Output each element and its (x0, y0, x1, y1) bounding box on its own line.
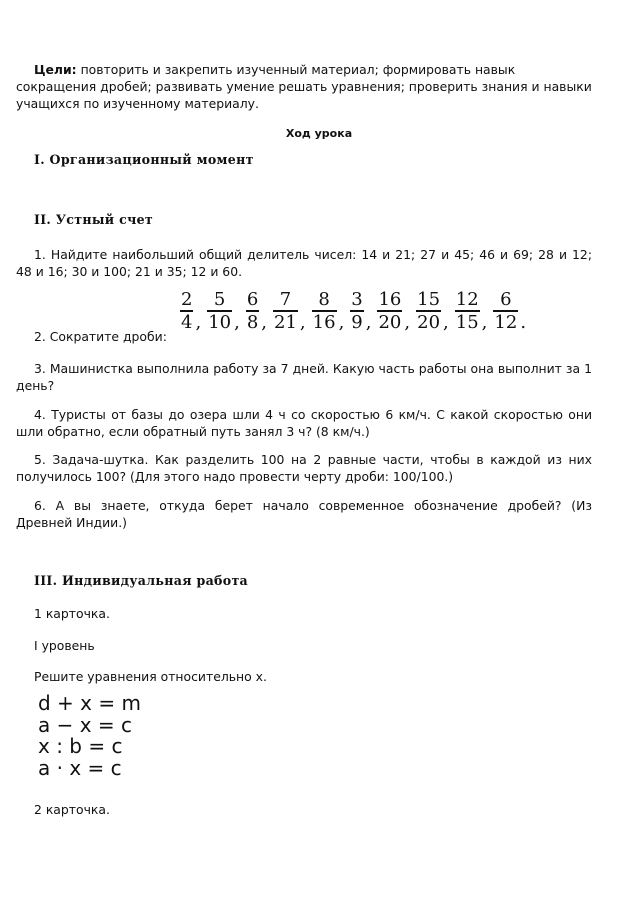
goals-paragraph (16, 61, 592, 112)
fraction-3 (246, 290, 273, 332)
fraction-separator: , (404, 311, 411, 333)
fraction-denominator: 16 (312, 311, 336, 333)
card-1-label: 1 карточка. (34, 606, 110, 621)
fraction-denominator: 9 (351, 311, 363, 333)
section-1-title: I. Организационный момент (34, 152, 254, 167)
fraction-separator: , (338, 311, 345, 333)
oral-item-1: 1. Найдите наибольший общий делитель чисел: 14 и 21; 27 и 45; 46 и 69; 28 и 12; 48 и 16; 30 и 100; 21 и 35; 12 и 60. (16, 247, 592, 279)
fraction-denominator: 4 (181, 311, 193, 333)
fraction-4 (273, 290, 312, 332)
fraction-numerator: 6 (500, 289, 512, 310)
fraction-numerator: 3 (351, 289, 363, 310)
equation-1: d + x = m (38, 691, 141, 715)
fraction-2 (207, 290, 246, 332)
fraction-6 (350, 290, 377, 332)
fraction-denominator: 8 (246, 311, 259, 333)
fraction-separator: . (520, 311, 527, 333)
oral-item-4: 4. Туристы от базы до озера шли 4 ч со скоростью 6 км/ч. С какой скоростью они шли обратно, если обратный путь занял 3 ч? (8 км/ч.) (16, 407, 592, 439)
card-2-label: 2 карточка. (34, 802, 110, 817)
fractions-row (180, 290, 532, 332)
oral-item-6: 6. А вы знаете, откуда берет начало современное обозначение дробей? (Из Древней Индии.) (16, 498, 592, 530)
goals-label: Цели: (34, 62, 77, 77)
fraction-numerator: 7 (279, 289, 292, 310)
fraction-separator: , (195, 311, 202, 333)
equation-4: a · x = c (38, 755, 122, 780)
fraction-denominator: 21 (274, 311, 297, 333)
oral-item-3: 3. Машинистка выполнила работу за 7 дней. Какую часть работы она выполнит за 1 день? (16, 361, 592, 393)
fraction-numerator: 15 (417, 289, 441, 310)
fraction-denominator: 20 (378, 311, 402, 333)
fraction-8 (416, 290, 455, 332)
fraction-numerator: 2 (181, 289, 193, 310)
oral-item-5: 5. Задача-шутка. Как разделить 100 на 2 равные части, чтобы в каждой из них получилось 100? (Для этого надо провести черту дроби: 100/100.) (16, 452, 592, 484)
fraction-1 (180, 290, 207, 332)
equation-3: x : b = c (38, 734, 123, 758)
fraction-numerator: 8 (318, 289, 330, 310)
fraction-separator: , (365, 311, 372, 333)
fraction-numerator: 6 (246, 289, 259, 310)
oral-item-2: 2. Сократите дроби: (34, 329, 167, 344)
fraction-separator: , (481, 311, 488, 333)
equation-2: a − x = c (38, 712, 133, 737)
fraction-denominator: 15 (455, 311, 479, 333)
fraction-separator: , (261, 311, 268, 333)
fraction-denominator: 20 (417, 311, 441, 333)
fraction-numerator: 5 (213, 289, 226, 310)
fraction-denominator: 12 (494, 311, 518, 333)
fraction-separator: , (234, 311, 240, 333)
section-2-title: II. Устный счет (34, 212, 154, 227)
lesson-title: Ход урока (285, 127, 353, 140)
equations-block (38, 693, 141, 779)
fraction-separator: , (299, 311, 306, 333)
fraction-numerator: 12 (455, 289, 479, 310)
fraction-numerator: 16 (378, 289, 402, 310)
equations-instruction: Решите уравнения относительно х. (34, 669, 267, 684)
fraction-separator: , (443, 311, 449, 333)
level-1-label: I уровень (34, 638, 95, 653)
fraction-7 (377, 290, 416, 332)
section-3-title: III. Индивидуальная работа (34, 573, 249, 588)
fraction-9 (455, 290, 494, 332)
fraction-denominator: 10 (208, 311, 232, 333)
fraction-10 (493, 290, 532, 332)
fraction-5 (312, 290, 351, 332)
goals-text: повторить и закрепить изученный материал; формировать навык сокращения дробей; развивать умение решать уравнения; проверить знания и навыки учащихся по изученному материалу. (16, 62, 592, 111)
